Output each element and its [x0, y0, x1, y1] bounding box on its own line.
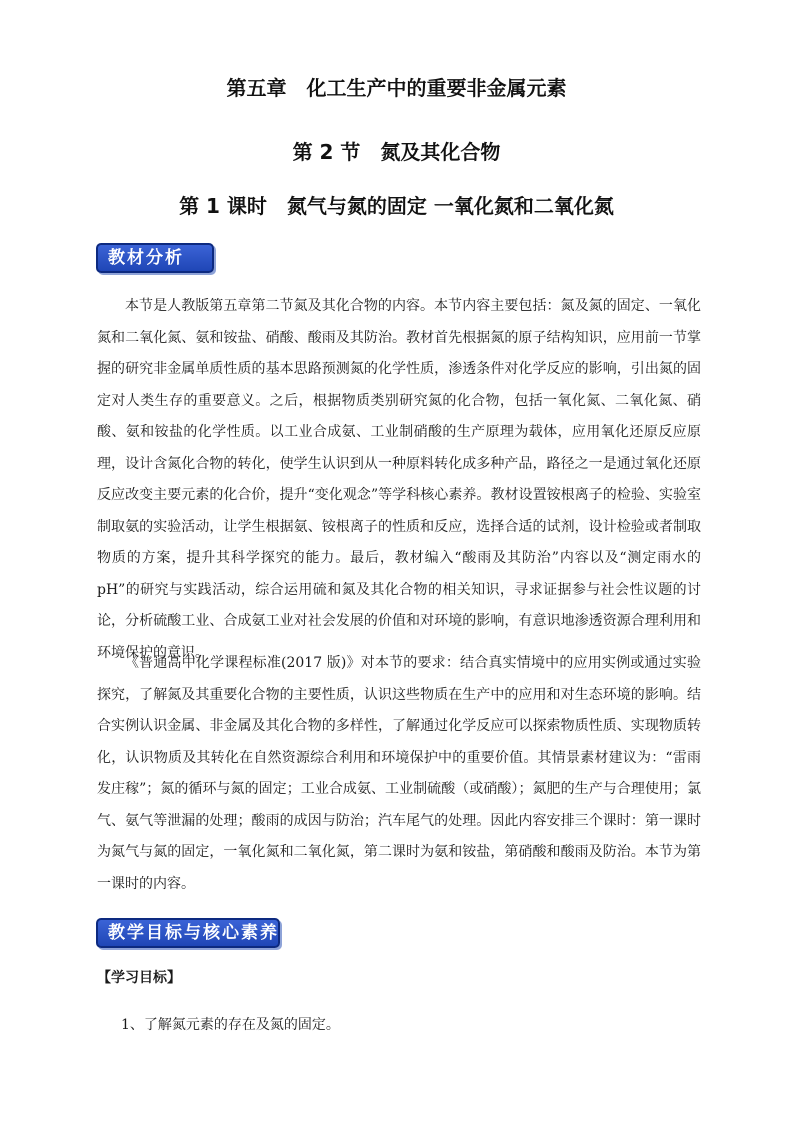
teaching-goals-badge: 教学目标与核心素养 [96, 918, 280, 948]
section-title: 第 2 节 氮及其化合物 [292, 140, 501, 164]
textbook-analysis-badge: 教材分析 [96, 243, 214, 273]
analysis-paragraph: 本节是人教版第五章第二节氮及其化合物的内容。本节内容主要包括：氮及氮的固定、一氧化氮和二氧化氮、氨和铵盐、硝酸、酸雨及其防治。教材首先根据氮的原子结构知识，应用前一节掌握的研究非金属单质性质的基本思路预测氮的化学性质，渗透条件对化学反应的影响，引出氮的固定对人类生存的重要意义。之后，根据物质类别研究氮的化合物，包括一氧化氮、二氧化氮、硝酸、氨和铵盐的化学性质。以工业合成氨、工业制硝酸的生产原理为载体，应用氧化还原反应原理，设计含氮化合物的转化，使学生认识到从一种原料转化成多种产品，路径之一是通过氧化还原反应改变主要元素的化合价，提升“变化观念”等学科核心素养。教材设置铵根离子的检验、实验室制取氨的实验活动，让学生根据氨、铵根离子的性质和反应，选择合适的试剂，设计检验或者制取物质的方案，提升其科学探究的能力。最后，教材编入“酸雨及其防治”内容以及“测定雨水的 pH”的研究与实践活动，综合运用硫和氮及其化合物的相关知识，寻求证据参与社会性议题的讨论，分析硫酸工业、合成氨工业对社会发展的价值和对环境的影响，有意识地渗透资源合理利用和环境保护的意识。 [97, 298, 701, 661]
learning-objectives-heading: 【学习目标】 [97, 970, 181, 986]
curriculum-standard-paragraph: 《普通高中化学课程标准(2017 版)》对本节的要求：结合真实情境中的应用实例或通过实验探究，了解氮及其重要化合物的主要性质，认识这些物质在生产中的应用和对生态环境的影响。结合实例认识金属、非金属及其化合物的多样性，了解通过化学反应可以探索物质性质、实现物质转化，认识物质及其转化在自然资源综合利用和环境保护中的重要价值。其情景素材建议为：“雷雨发庄稼”；氮的循环与氮的固定；工业合成氨、工业制硫酸（或硝酸）；氮肥的生产与合理使用；氯气、氨气等泄漏的处理；酸雨的成因与防治；汽车尾气的处理。因此内容安排三个课时：第一课时为氮气与氮的固定，一氧化氮和二氧化氮，第二课时为氨和铵盐，第硝酸和酸雨及防治。本节为第一课时的内容。 [97, 655, 701, 892]
chapter-title: 第五章 化工生产中的重要非金属元素 [226, 76, 567, 100]
objective-item: 1、了解氮元素的存在及氮的固定。 [121, 1017, 340, 1033]
lesson-title: 第 1 课时 氮气与氮的固定 一氧化氮和二氧化氮 [179, 194, 614, 218]
